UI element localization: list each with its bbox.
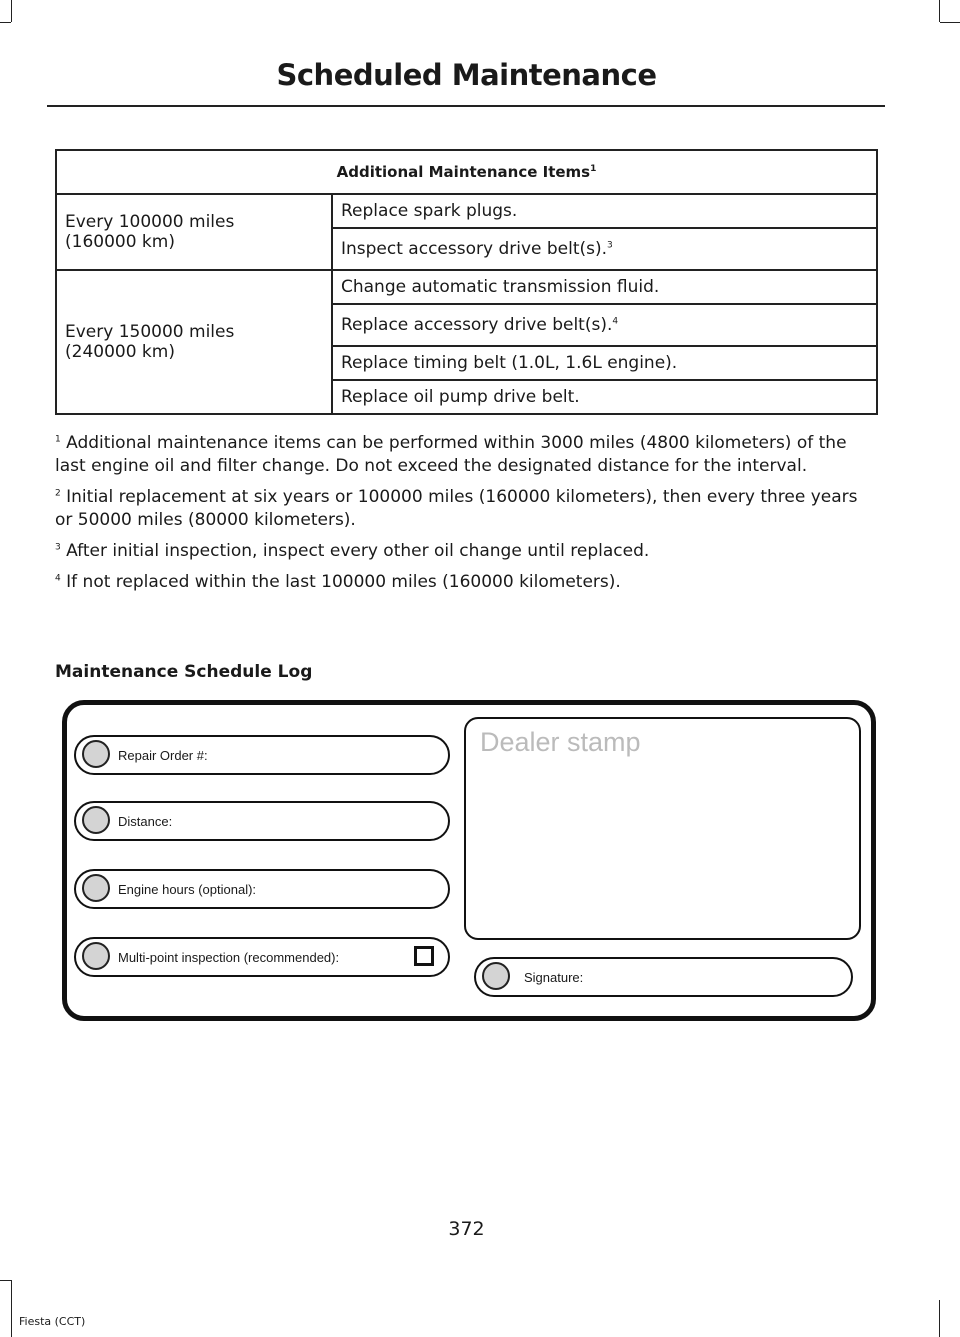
footnote: $^4$ If not replaced within the last 100000 miles (160000 kilometers). <box>55 572 621 592</box>
dealer-stamp-box <box>464 717 861 940</box>
circle-icon <box>482 962 510 990</box>
maintenance-table <box>55 149 878 415</box>
title-divider <box>47 105 885 107</box>
interval-cell: Every 150000 miles (240000 km) <box>56 270 332 414</box>
crop-mark <box>11 0 12 22</box>
signature-field[interactable] <box>474 957 853 997</box>
circle-icon <box>82 740 110 768</box>
distance-label: Distance: <box>118 814 173 829</box>
inspection-checkbox[interactable] <box>414 946 434 966</box>
interval-cell: Every 100000 miles (160000 km) <box>56 194 332 270</box>
crop-mark <box>939 1300 940 1337</box>
inspection-label: Multi-point inspection (recommended): <box>118 950 340 965</box>
circle-icon <box>82 874 110 902</box>
footnote: $^3$ After initial inspection, inspect every other oil change until replaced. <box>55 541 650 561</box>
table-header-row <box>56 150 877 194</box>
engine-hours-field[interactable] <box>74 869 450 909</box>
engine-hours-label: Engine hours (optional): <box>118 882 257 897</box>
distance-field[interactable] <box>74 801 450 841</box>
circle-icon <box>82 942 110 970</box>
repair-order-label: Repair Order #: <box>118 748 208 763</box>
table-row <box>56 194 877 228</box>
repair-order-field[interactable] <box>74 735 450 775</box>
item-cell: Replace accessory drive belt(s).$^4$ <box>332 304 877 346</box>
item-cell: Change automatic transmission fluid. <box>332 270 877 304</box>
footnote-ref: 3 <box>607 240 613 251</box>
item-cell: Inspect accessory drive belt(s).$^3$ <box>332 228 877 270</box>
circle-icon <box>82 806 110 834</box>
crop-mark <box>939 0 940 22</box>
dealer-stamp-label: Dealer stamp <box>480 727 641 757</box>
page-number: 372 <box>448 1218 485 1240</box>
signature-label: Signature: <box>524 970 584 985</box>
table-row <box>56 270 877 304</box>
footnote-ref: 1 <box>590 164 597 174</box>
table-header: Additional Maintenance Items$^1$ <box>56 150 877 194</box>
item-cell: Replace oil pump drive belt. <box>332 380 877 414</box>
log-heading: Maintenance Schedule Log <box>55 662 313 682</box>
crop-mark <box>0 22 11 23</box>
footnote: $^1$ Additional maintenance items can be performed within 3000 miles (4800 kilometers) of the last engine oil and filter change. Do not exceed the designated distance for the interval. <box>55 433 847 476</box>
footnote-ref: 4 <box>612 316 619 327</box>
crop-mark <box>940 22 960 23</box>
inspection-field <box>74 937 450 977</box>
crop-mark <box>0 1280 11 1281</box>
item-cell: Replace spark plugs. <box>332 194 877 228</box>
footnote: $^2$ Initial replacement at six years or 100000 miles (160000 kilometers), then every three years or 50000 miles (80000 kilometers). <box>55 487 858 530</box>
footnotes <box>55 432 880 602</box>
page-title: Scheduled Maintenance <box>276 58 657 92</box>
item-cell: Replace timing belt (1.0L, 1.6L engine). <box>332 346 877 380</box>
footer-model: Fiesta (CCT) <box>19 1315 86 1328</box>
crop-mark <box>11 1280 12 1337</box>
